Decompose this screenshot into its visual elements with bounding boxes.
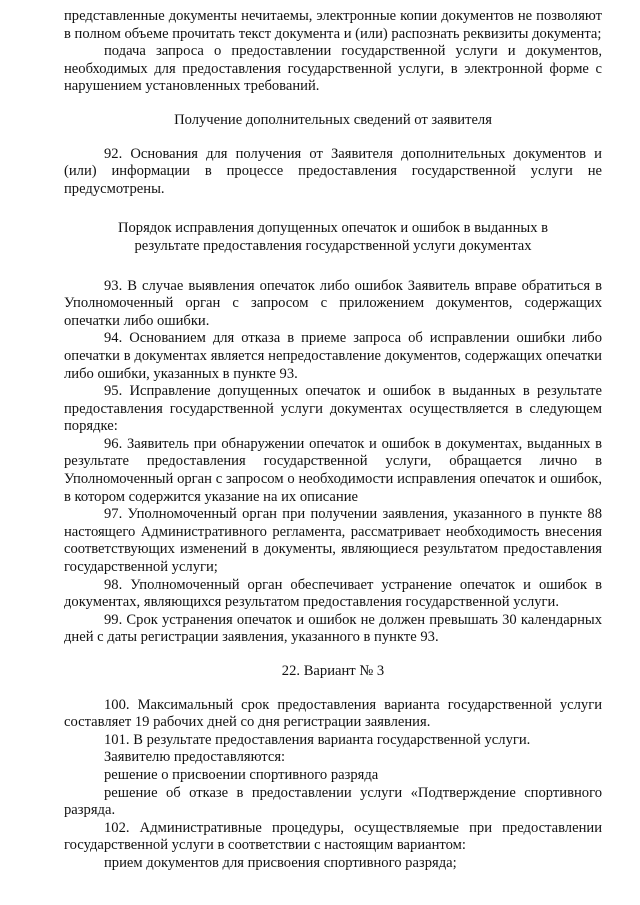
paragraph-100: 100. Максимальный срок предоставления варианта государственной услуги составляет 19 рабочих дней со дня регистрации заявления.	[64, 696, 602, 731]
paragraph-top-1: представленные документы нечитаемы, электронные копии документов не позволяют в полном объеме прочитать текст документа и (или) распознать реквизиты документа;	[64, 8, 602, 42]
paragraph-95: 95. Исправление допущенных опечаток и ошибок в выданных в результате предоставления государственной услуги документах осуществляется в следующем порядке:	[64, 383, 602, 435]
paragraph-98: 98. Уполномоченный орган обеспечивает устранение опечаток и ошибок в документах, являющихся результатом предоставления государственной услуги.	[64, 576, 602, 611]
paragraph-94: 94. Основанием для отказа в приеме запроса об исправлении ошибки либо опечатки в документах является непредоставление документов, содержащих опечатки либо ошибки, указанных в пункте 93.	[64, 330, 602, 382]
heading-variant-3: 22. Вариант № 3	[281, 663, 385, 679]
paragraph-101-recipients: Заявителю предоставляются:	[104, 749, 286, 766]
paragraph-93: 93. В случае выявления опечаток либо ошибок Заявитель вправе обратиться в Уполномоченный орган с запросом с приложением документов, содержащих опечатки либо ошибки.	[64, 277, 602, 329]
paragraph-101-decision-refuse: решение об отказе в предоставлении услуги «Подтверждение спортивного разряда.	[64, 784, 602, 819]
paragraph-101-decision-assign: решение о присвоении спортивного разряда	[104, 766, 379, 783]
paragraph-92: 92. Основания для получения от Заявителя дополнительных документов и (или) информации в процессе предоставления государственной услуги не предусмотрены.	[64, 145, 602, 197]
paragraph-96: 96. Заявитель при обнаружении опечаток и ошибок в документах, выданных в результате предоставления государственной услуги, обращается лично в Уполномоченный орган с запросом о необходимости исправления опечаток и ошибок, в котором содержится указание на их описание	[64, 435, 602, 505]
paragraph-102-reception: прием документов для присвоения спортивного разряда;	[104, 854, 457, 871]
paragraph-102: 102. Административные процедуры, осуществляемые при предоставлении государственной услуги в соответствии с настоящим вариантом:	[64, 819, 602, 854]
paragraph-101: 101. В результате предоставления варианта государственной услуги.	[104, 731, 531, 748]
paragraph-97: 97. Уполномоченный орган при получении заявления, указанного в пункте 88 настоящего Административного регламента, рассматривает необходимость внесения соответствующих изменений в документы, являющиеся результатом предоставления государственной услуги;	[64, 506, 602, 576]
heading-corrections-line-2: результате предоставления государственной услуги документах	[134, 237, 532, 254]
paragraph-99: 99. Срок устранения опечаток и ошибок не должен превышать 30 календарных дней с даты регистрации заявления, указанного в пункте 93.	[64, 611, 602, 646]
heading-additional-info: Получение дополнительных сведений от заявителя	[174, 111, 492, 128]
heading-corrections-line-1: Порядок исправления допущенных опечаток и ошибок в выданных в	[117, 220, 549, 237]
paragraph-top-2: подача запроса о предоставлении государственной услуги и документов, необходимых для предоставления государственной услуги, в электронной форме с нарушением установленных требований.	[64, 43, 602, 95]
